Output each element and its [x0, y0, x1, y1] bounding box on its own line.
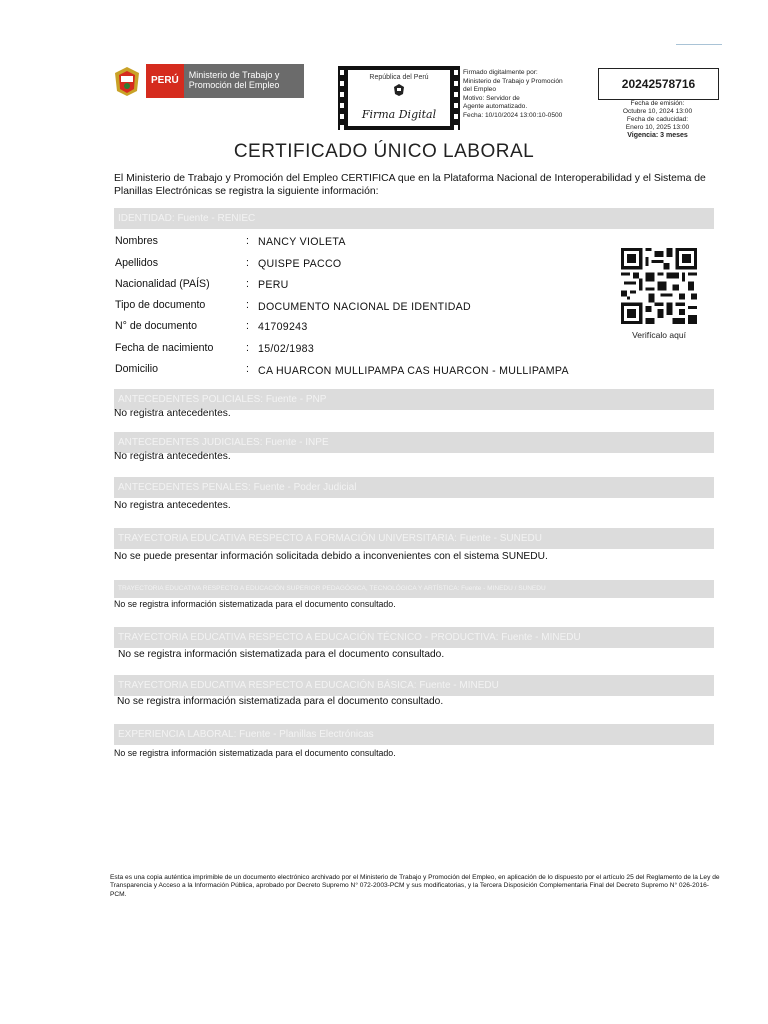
label-nombres: Nombres: [115, 235, 158, 247]
label-domicilio: Domicilio: [115, 363, 158, 375]
section-header-identity: IDENTIDAD: Fuente - RENIEC: [114, 208, 714, 229]
document-title: CERTIFICADO ÚNICO LABORAL: [233, 141, 535, 162]
colon: :: [246, 299, 249, 311]
signature-line: Motivo: Servidor de: [463, 94, 520, 102]
value-domicilio: CA HUARCON MULLIPAMPA CAS HUARCON - MULLIPAMPA: [258, 365, 569, 377]
section-text-penales: No registra antecedentes.: [114, 500, 231, 511]
section-header-tecnico: TRAYECTORIA EDUCATIVA RESPECTO A EDUCACIÓN TÉCNICO - PRODUCTIVA: Fuente - MINEDU: [114, 627, 714, 648]
value-tipo-documento: DOCUMENTO NACIONAL DE IDENTIDAD: [258, 301, 471, 313]
legal-footer: Esta es una copia auténtica imprimible de un documento electrónico archivado por el Ministerio de Trabajo y Promoción del Empleo, en aplicación de lo dispuesto por el artículo 25 del Reglamento de la Ley de Transparencia y Acceso a la Información Pública, aprobado por Decreto Supremo N° 072-2003-PCM y sus modificatorias, y la Tercera Disposición Complementaria Final del Decreto Supremo N° 026-2016-PCM.: [110, 874, 720, 898]
intro-text: El Ministerio de Trabajo y Promoción del Empleo CERTIFICA que en la Plataforma Nacional de Interoperabilidad y el Sistema de Planillas Electrónicas se registra la siguiente información:: [114, 173, 706, 197]
coat-of-arms-icon: [112, 65, 142, 97]
colon: :: [246, 342, 249, 354]
seal-icon: [392, 83, 406, 97]
section-header-universitaria: TRAYECTORIA EDUCATIVA RESPECTO A FORMACIÓN UNIVERSITARIA: Fuente - SUNEDU: [114, 528, 714, 549]
section-header-basica: TRAYECTORIA EDUCATIVA RESPECTO A EDUCACIÓN BÁSICA: Fuente - MINEDU: [114, 675, 714, 696]
signature-details: [463, 69, 593, 121]
certificate-number: 20242578716: [598, 68, 719, 100]
value-nacionalidad: PERU: [258, 279, 289, 291]
expiry-label: Fecha de caducidad:: [626, 116, 689, 123]
stamp-title: Firma Digital: [361, 108, 437, 121]
section-header-judiciales: ANTECEDENTES JUDICIALES: Fuente - INPE: [114, 432, 714, 453]
section-header-laboral: EXPERIENCIA LABORAL: Fuente - Planillas Electrónicas: [114, 724, 714, 745]
value-fecha-nacimiento: 15/02/1983: [258, 343, 315, 355]
signature-line: Agente automatizado.: [463, 103, 528, 111]
colon: :: [246, 257, 249, 269]
emission-date: Octubre 10, 2024 13:00: [622, 108, 693, 115]
section-text-basica: No se registra información sistematizada para el documento consultado.: [117, 696, 444, 707]
section-header-superior: TRAYECTORIA EDUCATIVA RESPECTO A EDUCACIÓN SUPERIOR PEDAGÓGICA, TECNOLÓGICA Y ARTÍSTICA: Fuente - MINEDU / SUNEDU: [114, 580, 714, 598]
label-fecha-nacimiento: Fecha de nacimiento: [115, 342, 214, 354]
section-text-superior: No se registra información sistematizada para el documento consultado.: [114, 599, 396, 609]
colon: :: [246, 320, 249, 332]
signature-line: Firmado digitalmente por:: [463, 69, 538, 76]
section-header-policiales: ANTECEDENTES POLICIALES: Fuente - PNP: [114, 389, 714, 410]
value-numero-documento: 41709243: [258, 321, 308, 333]
ministry-logo: [112, 64, 304, 98]
value-nombres: NANCY VIOLETA: [258, 236, 346, 248]
section-text-tecnico: No se registra información sistematizada para el documento consultado.: [118, 649, 445, 660]
label-apellidos: Apellidos: [115, 257, 158, 269]
digital-signature-stamp: [338, 66, 460, 130]
colon: :: [246, 363, 249, 375]
label-numero-documento: N° de documento: [115, 320, 197, 332]
qr-code-icon[interactable]: [620, 248, 698, 324]
section-text-judiciales: No registra antecedentes.: [114, 451, 231, 462]
stamp-republic: República del Perú: [369, 74, 429, 81]
scan-line: [676, 44, 722, 45]
signature-line: del Empleo: [463, 86, 496, 94]
expiry-date: Enero 10, 2025 13:00: [625, 124, 690, 131]
section-text-policiales: No registra antecedentes.: [114, 408, 231, 419]
section-text-laboral: No se registra información sistematizada para el documento consultado.: [114, 748, 396, 758]
colon: :: [246, 278, 249, 290]
value-apellidos: QUISPE PACCO: [258, 258, 342, 270]
colon: :: [246, 235, 249, 247]
signature-line: Fecha: 10/10/2024 13:00:10-0500: [463, 111, 563, 119]
label-nacionalidad: Nacionalidad (PAÍS): [115, 278, 210, 290]
signature-line: Ministerio de Trabajo y Promoción: [463, 77, 563, 85]
country-label: PERÚ: [146, 64, 184, 98]
validity: Vigencia: 3 meses: [627, 132, 688, 139]
section-text-universitaria: No se puede presentar información solicitada debido a inconvenientes con el sistema SUNEDU.: [114, 551, 548, 562]
certificate-dates: [598, 100, 717, 140]
ministry-name: Ministerio de Trabajo y Promoción del Empleo: [184, 64, 304, 98]
section-header-penales: ANTECEDENTES PENALES: Fuente - Poder Judicial: [114, 477, 714, 498]
label-tipo-documento: Tipo de documento: [115, 299, 206, 311]
emission-label: Fecha de emisión:: [630, 100, 685, 107]
qr-caption: Verifícalo aquí: [632, 330, 686, 340]
